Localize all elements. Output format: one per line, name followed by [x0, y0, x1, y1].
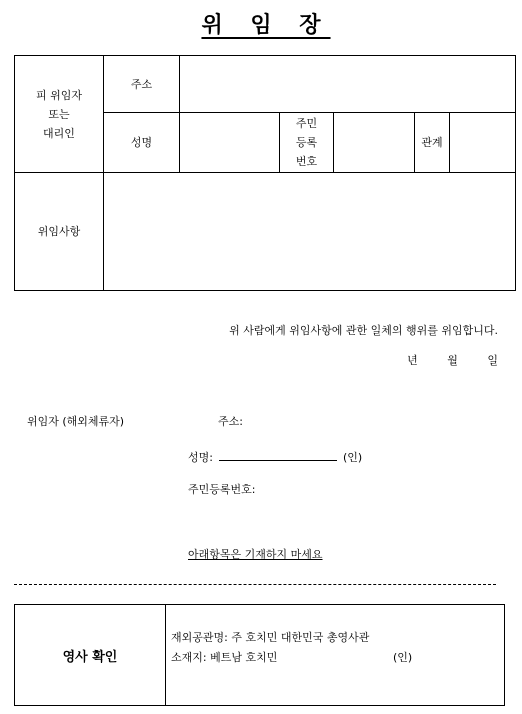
consular-title: 영사 확인 [15, 605, 166, 705]
consular-office: 재외공관명: 주 호치민 대한민국 총영사관 [171, 631, 370, 644]
day-label: 일 [487, 354, 498, 367]
delegation-table [14, 55, 516, 291]
delegation-statement: 위 사람에게 위임사항에 관한 일체의 행위를 위임합니다. [229, 324, 498, 337]
name-label-cell [104, 113, 180, 173]
agent-header-cell [15, 56, 104, 173]
do-not-fill-notice: 아래항목은 기재하지 마세요 [188, 548, 323, 561]
month-label: 월 [447, 354, 458, 367]
address-field[interactable] [180, 56, 516, 113]
name-label: 성명 [130, 136, 153, 149]
cut-line-divider [14, 584, 496, 585]
delegator-rrn-label: 주민등록번호: [188, 483, 256, 496]
agent-label-line-1: 피 위임자 [35, 88, 82, 102]
relation-field[interactable] [450, 113, 516, 173]
rrn-label-cell [280, 113, 334, 173]
delegator-name-row [188, 448, 362, 465]
rrn-label-line-2: 등록 [295, 136, 318, 149]
matters-field[interactable] [104, 173, 516, 291]
agent-label-line-3: 대리인 [43, 126, 75, 140]
rrn-label-line-3: 번호 [295, 155, 318, 168]
consular-seal: (인) [393, 651, 413, 664]
delegator-label: 위임자 (해외체류자) [27, 415, 125, 428]
delegator-name-field[interactable] [219, 448, 337, 461]
consular-confirmation-box [14, 604, 505, 706]
year-label: 년 [407, 354, 418, 367]
address-label: 주소 [130, 77, 153, 91]
date-line [381, 352, 498, 368]
rrn-label-line-1: 주민 [295, 117, 318, 130]
matters-label: 위임사항 [37, 225, 81, 238]
document-title: 위 임 장 [201, 13, 331, 38]
delegator-seal: (인) [342, 451, 363, 464]
delegator-name-label: 성명: [188, 451, 213, 464]
delegator-address-label: 주소: [218, 415, 243, 428]
consular-location: 소재지: 베트남 호치민 [171, 651, 278, 664]
name-field[interactable] [180, 113, 280, 173]
agent-label-line-2: 또는 [48, 107, 70, 121]
matters-label-cell [15, 173, 104, 291]
relation-label-cell [415, 113, 450, 173]
relation-label: 관계 [421, 136, 443, 149]
rrn-field[interactable] [334, 113, 415, 173]
address-label-cell [104, 56, 180, 113]
